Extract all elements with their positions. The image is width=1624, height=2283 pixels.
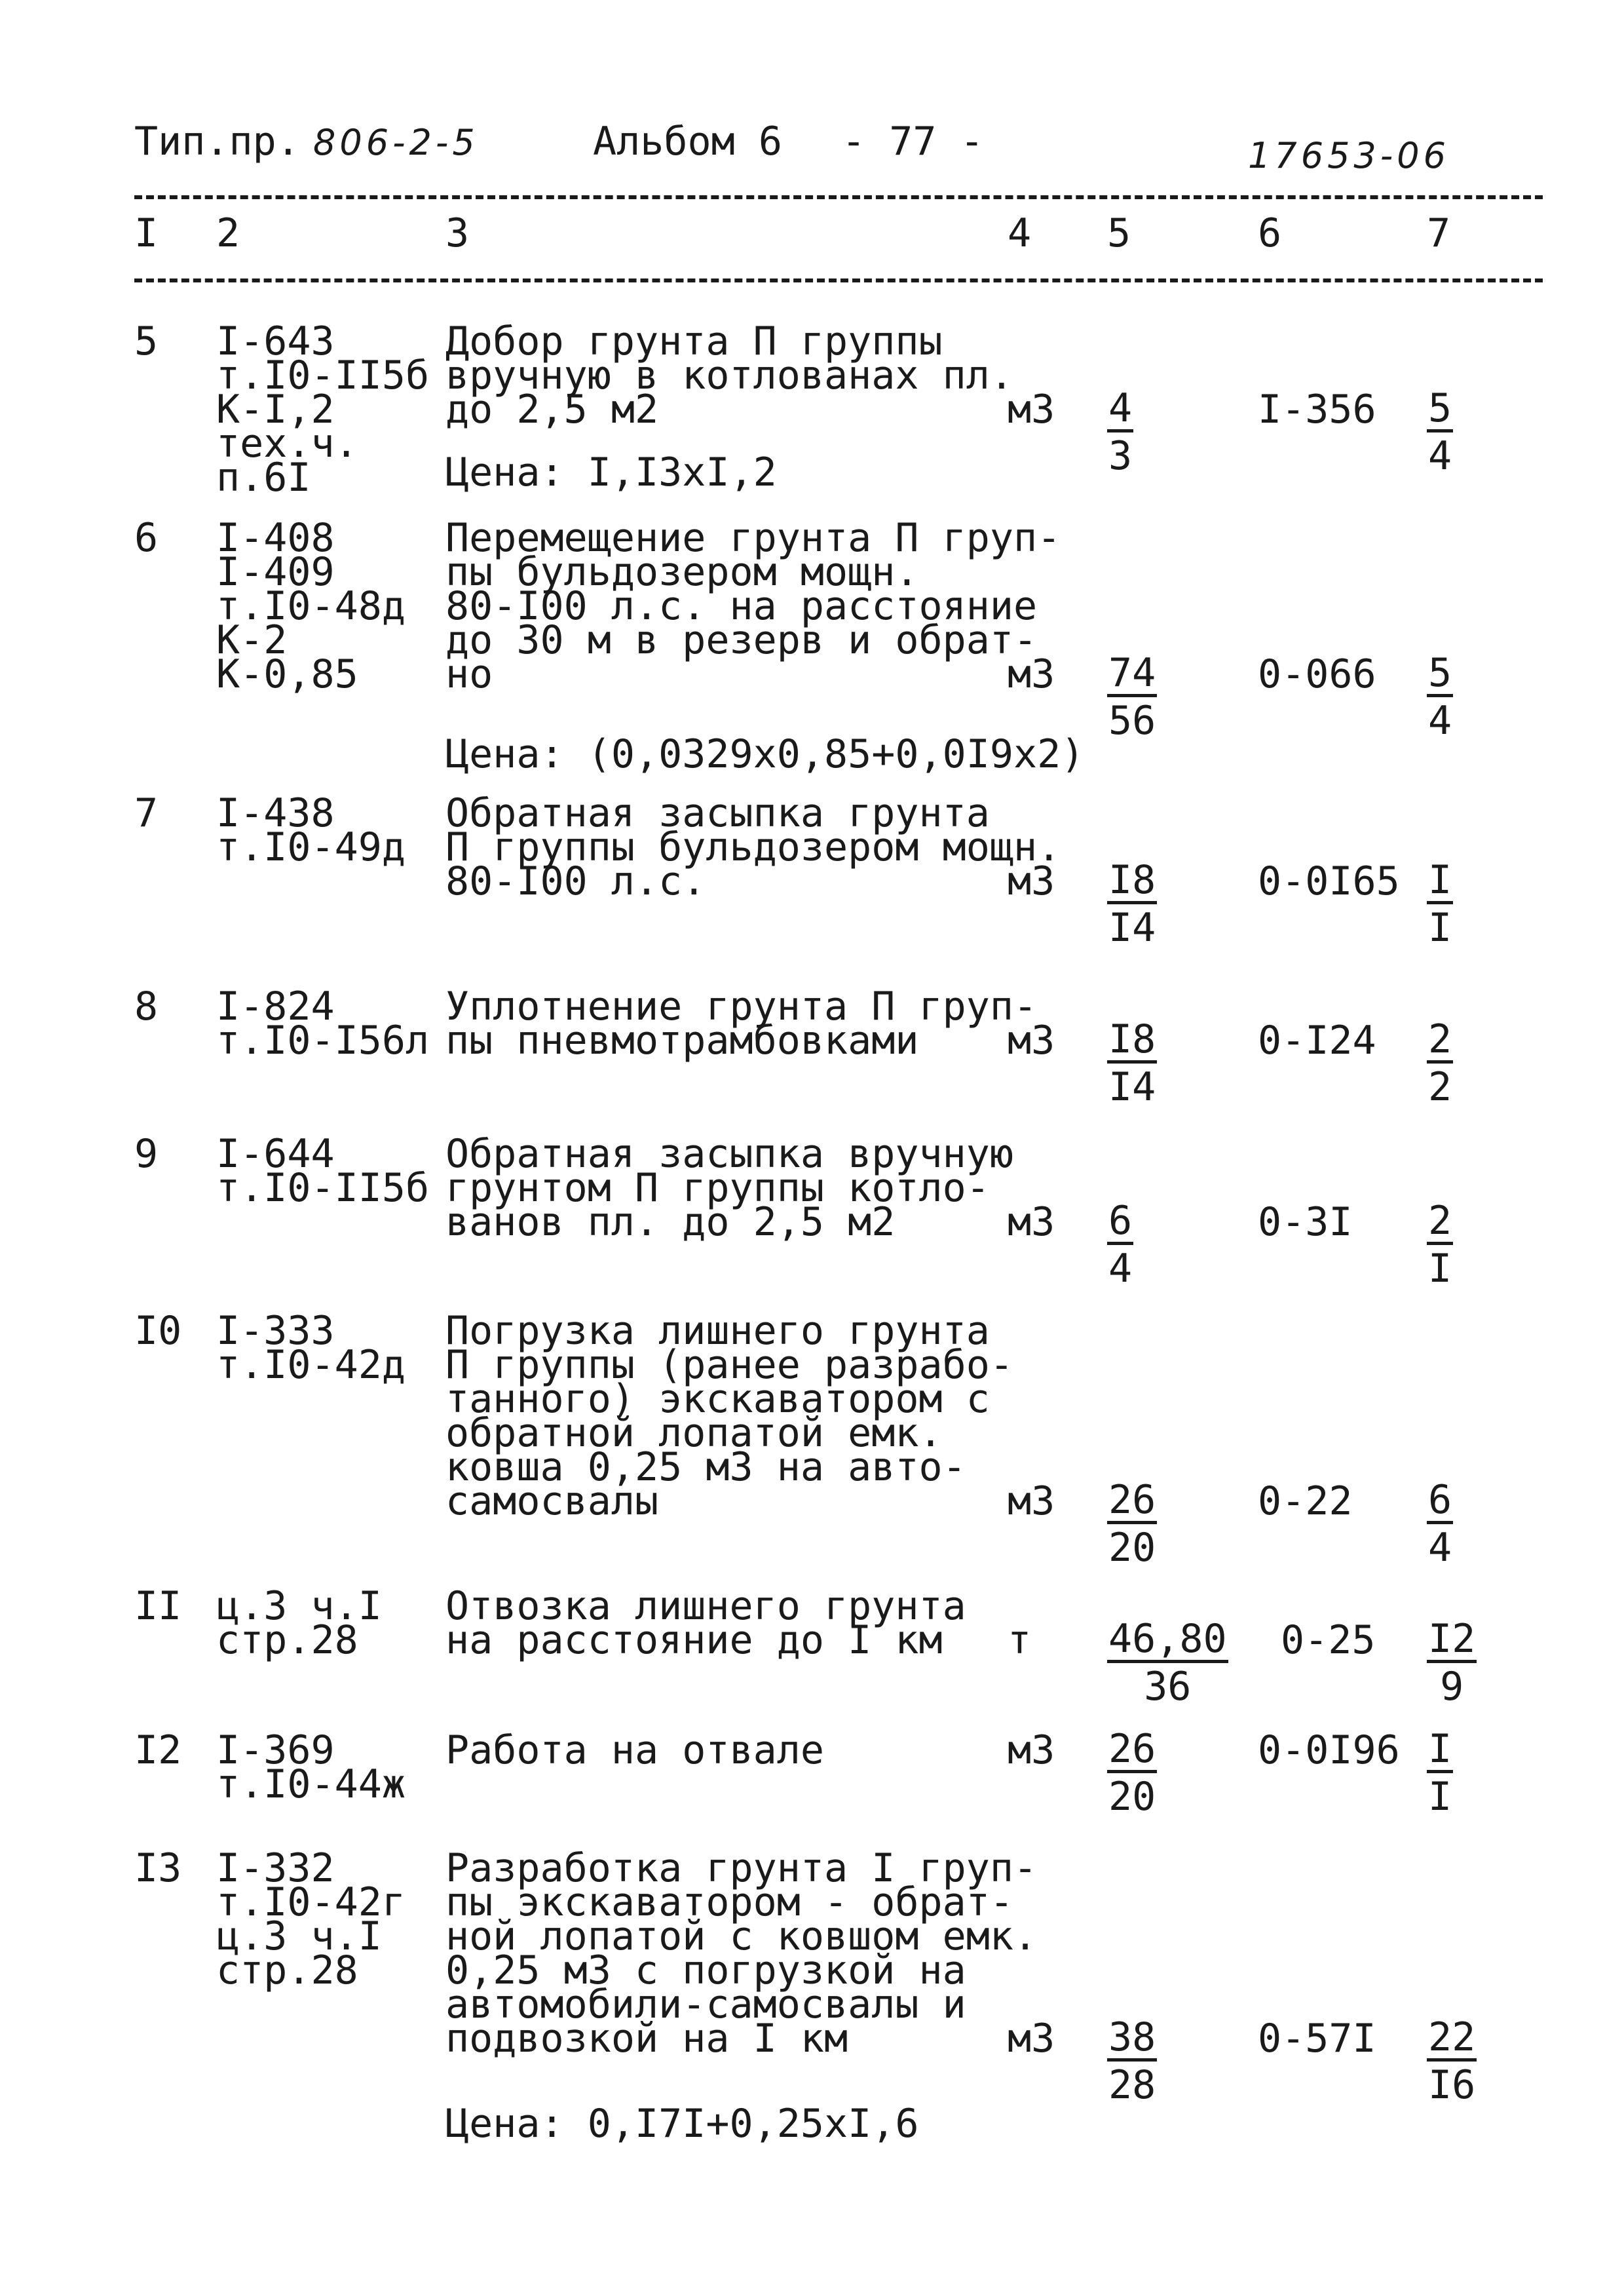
unit-rate: 0-0I65 <box>1258 858 1400 904</box>
cost-fraction <box>1427 1479 1453 1571</box>
price-formula: Цена: (0,0329x0,85+0,0I9x2) <box>445 731 1085 777</box>
cost-denominator: 9 <box>1440 1664 1464 1710</box>
column-number-2: 2 <box>216 210 240 256</box>
unit: м3 <box>1008 1018 1055 1064</box>
cost-numerator: I2 <box>1428 1616 1476 1662</box>
quantity-numerator: 38 <box>1108 2014 1156 2060</box>
cost-fraction <box>1427 1728 1453 1820</box>
cost-fraction <box>1427 859 1453 951</box>
quantity-denominator: 20 <box>1108 1774 1156 1820</box>
quantity-fraction <box>1107 1200 1133 1292</box>
unit: м3 <box>1008 651 1055 697</box>
quantity-numerator: I8 <box>1108 1016 1156 1062</box>
quantity-denominator: 3 <box>1108 433 1133 479</box>
cost-denominator: I6 <box>1428 2062 1476 2108</box>
cost-denominator: 2 <box>1428 1064 1452 1110</box>
work-description: Добор грунта П группы вручную в котлованах пл. до 2,5 м2 <box>445 318 1013 432</box>
cost-numerator: 2 <box>1428 1016 1452 1062</box>
quantity-numerator: I8 <box>1108 857 1156 903</box>
unit: м3 <box>1008 2016 1055 2062</box>
quantity-denominator: I4 <box>1108 1064 1156 1110</box>
row-number: 9 <box>134 1131 159 1177</box>
unit: м3 <box>1008 858 1055 904</box>
norm-code: I-332 т.I0-42г ц.3 ч.I стр.28 <box>216 1845 406 1993</box>
unit: м3 <box>1008 1199 1055 1245</box>
quantity-fraction <box>1107 652 1157 744</box>
header-divider-top <box>134 195 1543 199</box>
unit-rate: 0-I24 <box>1258 1018 1376 1064</box>
quantity-fraction <box>1107 1479 1157 1571</box>
unit-rate: 0-22 <box>1258 1478 1353 1524</box>
quantity-denominator: I4 <box>1108 905 1156 951</box>
cost-numerator: 6 <box>1428 1477 1452 1523</box>
quantity-numerator: 74 <box>1108 650 1156 696</box>
quantity-numerator: 46,80 <box>1108 1616 1227 1662</box>
cost-fraction <box>1427 652 1453 744</box>
column-number-7: 7 <box>1427 210 1451 256</box>
unit-rate: 0-3I <box>1258 1199 1353 1245</box>
cost-numerator: 5 <box>1428 650 1452 696</box>
column-number-5: 5 <box>1107 210 1131 256</box>
cost-denominator: I <box>1428 1246 1452 1292</box>
norm-code: I-824 т.I0-I56л <box>216 984 430 1064</box>
norm-code: I-438 т.I0-49д <box>216 790 406 870</box>
cost-denominator: 4 <box>1428 1525 1452 1571</box>
cost-fraction <box>1427 1200 1453 1292</box>
work-description: Работа на отвале <box>445 1727 824 1773</box>
cost-numerator: I <box>1428 1726 1452 1772</box>
quantity-fraction <box>1107 1618 1228 1710</box>
unit-rate: I-356 <box>1258 387 1376 432</box>
cost-numerator: 22 <box>1428 2014 1476 2060</box>
quantity-fraction <box>1107 1018 1157 1111</box>
cost-numerator: 2 <box>1428 1198 1452 1244</box>
row-number: I2 <box>134 1727 182 1773</box>
quantity-denominator: 36 <box>1144 1664 1192 1710</box>
work-description: Обратная засыпка грунта П группы бульдозером мощн. 80-I00 л.с. <box>445 790 1061 904</box>
unit: м3 <box>1008 387 1055 432</box>
quantity-fraction <box>1107 387 1133 480</box>
price-formula: Цена: 0,I7I+0,25xI,6 <box>445 2101 919 2147</box>
quantity-numerator: 6 <box>1108 1198 1133 1244</box>
row-number: 6 <box>134 515 159 561</box>
quantity-numerator: 4 <box>1108 385 1133 431</box>
column-number-4: 4 <box>1008 210 1032 256</box>
row-number: II <box>134 1583 182 1629</box>
quantity-numerator: 26 <box>1108 1726 1156 1772</box>
unit-rate: 0-066 <box>1258 651 1376 697</box>
unit: м3 <box>1008 1478 1055 1524</box>
unit-rate: 0-25 <box>1281 1617 1376 1663</box>
norm-code: I-644 т.I0-II5б <box>216 1131 430 1211</box>
document-number: 17653-06 <box>1248 135 1450 176</box>
work-description: Отвозка лишнего грунта на расстояние до I км <box>445 1583 966 1663</box>
cost-denominator: 4 <box>1428 433 1452 479</box>
quantity-denominator: 4 <box>1108 1246 1133 1292</box>
quantity-numerator: 26 <box>1108 1477 1156 1523</box>
norm-code: I-333 т.I0-42д <box>216 1308 406 1388</box>
column-number-1: I <box>134 210 159 256</box>
quantity-denominator: 28 <box>1108 2062 1156 2108</box>
cost-fraction <box>1427 1618 1477 1710</box>
work-description: Уплотнение грунта П груп- пы пневмотрамбовками <box>445 984 1038 1064</box>
row-number: 5 <box>134 318 159 364</box>
type-project-label: Тип.пр. <box>134 119 300 164</box>
norm-code: I-643 т.I0-II5б К-I,2 тех.ч. п.6I <box>216 318 430 501</box>
work-description: Обратная засыпка вручную грунтом П группы котло- ванов пл. до 2,5 м2 <box>445 1131 1013 1245</box>
cost-numerator: 5 <box>1428 385 1452 431</box>
unit-rate: 0-0I96 <box>1258 1727 1400 1773</box>
type-project-number: 806-2-5 <box>313 122 479 163</box>
norm-code: I-369 т.I0-44ж <box>216 1727 406 1807</box>
row-number: I3 <box>134 1845 182 1891</box>
quantity-fraction <box>1107 2016 1157 2109</box>
cost-fraction <box>1427 2016 1477 2109</box>
unit-rate: 0-57I <box>1258 2016 1376 2062</box>
header-divider-bottom <box>134 278 1543 282</box>
row-number: 8 <box>134 984 159 1029</box>
column-number-3: 3 <box>445 210 470 256</box>
cost-fraction <box>1427 387 1453 480</box>
work-description: Разработка грунта I груп- пы экскаватором - обрат- ной лопатой с ковшом емк. 0,25 м3 с погрузкой на автомобили-самосвалы и подвозкой на I км <box>445 1845 1038 2062</box>
row-number: I0 <box>134 1308 182 1354</box>
cost-denominator: 4 <box>1428 698 1452 744</box>
work-description: Погрузка лишнего грунта П группы (ранее разрабо- танного) экскаватором с обратной лопатой емк. ковша 0,25 м3 на авто- самосвалы <box>445 1308 1013 1524</box>
unit: т <box>1008 1617 1032 1663</box>
quantity-denominator: 20 <box>1108 1525 1156 1571</box>
cost-numerator: I <box>1428 857 1452 903</box>
quantity-fraction <box>1107 1728 1157 1820</box>
norm-code: I-408 I-409 т.I0-48д К-2 К-0,85 <box>216 515 406 697</box>
quantity-denominator: 56 <box>1108 698 1156 744</box>
column-number-6: 6 <box>1258 210 1282 256</box>
norm-code: ц.3 ч.I стр.28 <box>216 1583 382 1663</box>
quantity-fraction <box>1107 859 1157 951</box>
row-number: 7 <box>134 790 159 836</box>
work-description: Перемещение грунта П груп- пы бульдозером мощн. 80-I00 л.с. на расстояние до 30 м в резерв и обрат- но <box>445 515 1061 697</box>
cost-fraction <box>1427 1018 1453 1111</box>
page-number: - 77 - <box>842 119 984 164</box>
price-formula: Цена: I,I3xI,2 <box>445 450 777 495</box>
cost-denominator: I <box>1428 1774 1452 1820</box>
album-label: Альбом 6 <box>593 119 782 164</box>
cost-denominator: I <box>1428 905 1452 951</box>
unit: м3 <box>1008 1727 1055 1773</box>
